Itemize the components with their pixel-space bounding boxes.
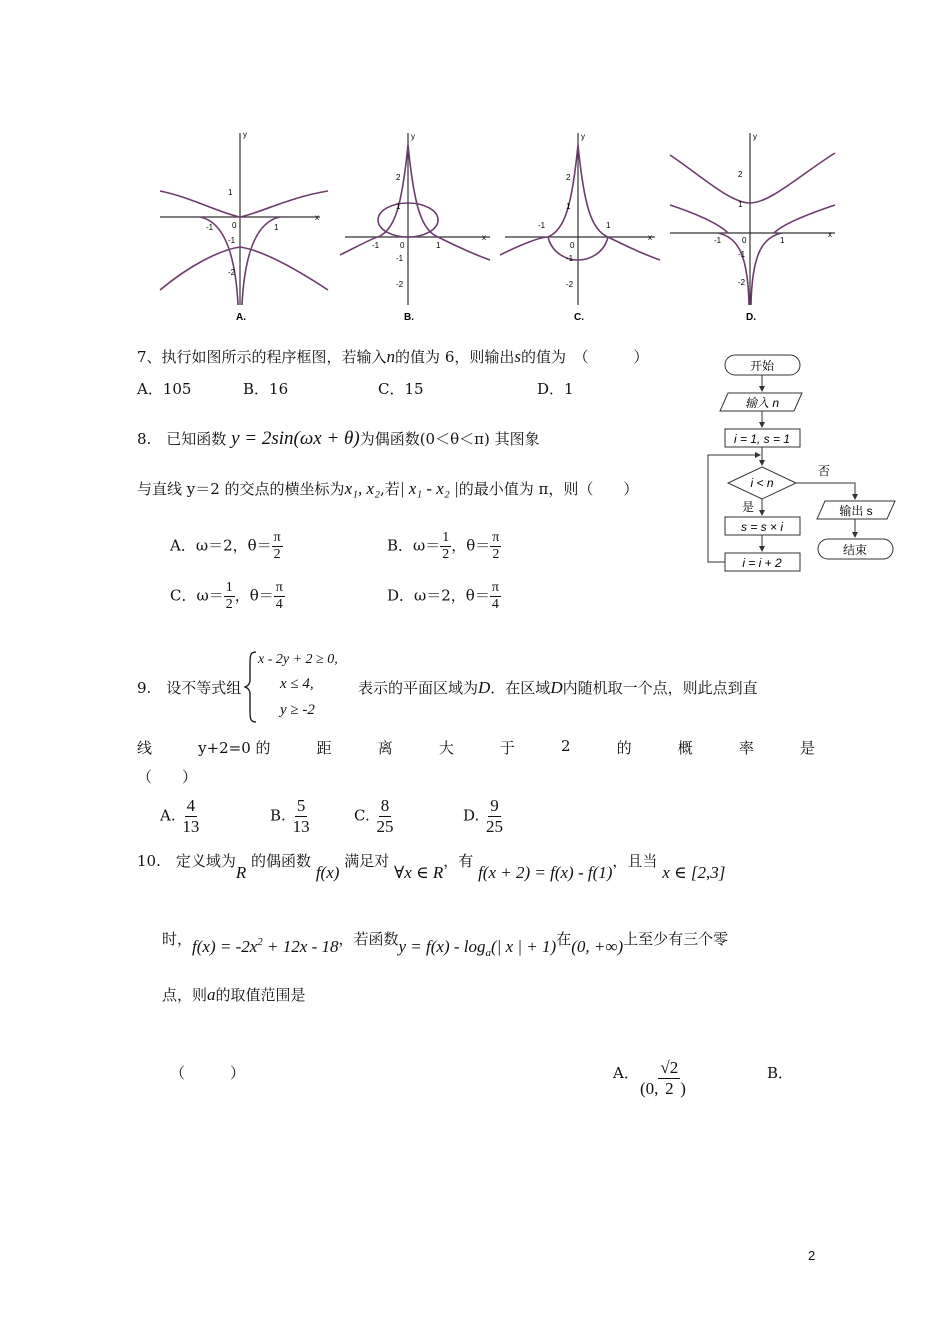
q10-paren: （ ） (170, 1064, 246, 1082)
flow-init: i = 1, s = 1 (733, 432, 791, 446)
answer-graphs (150, 125, 840, 330)
graph-b (340, 132, 490, 323)
flow-end: 结束 (842, 543, 868, 557)
tick-label: -1 (566, 254, 574, 263)
q7-option-b: B．16 (243, 380, 289, 398)
axis-label: y (753, 132, 757, 141)
flow-no-label: 否 (818, 464, 831, 478)
tick-label: -2 (228, 268, 236, 277)
q9-ineq2: x ≤ 4, (280, 676, 314, 692)
q9-line2: 线 y+2=0 的 距 离 大 于 2 的 概 率 是 (137, 737, 815, 757)
q9-label: 9. 设不等式组 (137, 679, 242, 697)
tick-label: -2 (566, 280, 574, 289)
page-number: 2 (808, 1248, 816, 1263)
q10-option-a: (0, $\frac{√2}{2}$ ) (640, 1058, 686, 1098)
tick-label: 1 (396, 202, 401, 211)
axis-label: y (243, 130, 247, 139)
tick-label: -1 (714, 236, 722, 245)
q8-option-b: B．ω＝ $\frac{1}{2}$ ，θ＝ $\frac{\pi}{2}$ (387, 530, 500, 562)
q9-option-d: D. $\frac{9}{25}$ (463, 796, 504, 836)
q9-ineq1: x - 2y + 2 ≥ 0, (258, 652, 338, 667)
q8-option-a: A．ω＝2，θ＝ $\frac{\pi}{2}$ (170, 530, 281, 562)
q9-paren: （ ） (137, 768, 198, 786)
flow-output: 输出 s (839, 504, 873, 518)
tick-label: -2 (738, 278, 746, 287)
axis-label: y (581, 132, 585, 141)
tick-label: 1 (228, 188, 233, 197)
q10-line2: 时，$f(x) = -2x^2 + 12x - 18$，若函数$y = f(x) - \log_a(|$ x | + 1)在(0, +∞)上至少有三个零 (162, 930, 729, 959)
tick-label: 1 (274, 223, 279, 232)
axis-label: x (648, 233, 652, 242)
axis-label: x (482, 233, 486, 242)
graph-d (670, 132, 835, 323)
q9-option-a: A. $\frac{4}{13}$ (160, 796, 200, 836)
tick-label: -2 (396, 280, 404, 289)
flow-start: 开始 (749, 359, 775, 373)
q8-line1: 8. 已知函数 y = 2sin(ωx + θ)为偶函数(0＜θ＜π) 其图象 (137, 428, 540, 449)
q9-option-c: C. $\frac{8}{25}$ (354, 796, 394, 836)
tick-label: -1 (228, 236, 236, 245)
tick-label: -1 (738, 250, 746, 259)
graph-label: D. (746, 312, 756, 323)
tick-label: -1 (372, 241, 380, 250)
flow-increment: i = i + 2 (742, 556, 782, 570)
q8-line2: 与直线 y＝2 的交点的横坐标为x₁, x₂,若| x₁ - x₂ |的最小值为 π，则（ ） (137, 479, 639, 498)
tick-label: -1 (206, 223, 214, 232)
tick-label: 2 (396, 173, 401, 182)
tick-label: 2 (566, 173, 571, 182)
tick-label: 0 (570, 241, 575, 250)
axis-label: x (315, 213, 319, 222)
tick-label: 1 (606, 221, 611, 230)
q8-option-d: D．ω＝2，θ＝ $\frac{\pi}{4}$ (387, 580, 499, 612)
q9-option-b: B. $\frac{5}{13}$ (270, 796, 310, 836)
flow-condition: i < n (750, 476, 774, 490)
axis-label: y (411, 132, 415, 141)
q10-yfunc: $y = f(x) - \log_a(|$ x | + 1) (398, 937, 557, 959)
tick-label: 2 (738, 170, 743, 179)
graph-label: C. (574, 312, 584, 323)
tick-label: -1 (396, 254, 404, 263)
q10-fdef: $f(x) = -2x^2 + 12x - 18$ (192, 936, 339, 956)
graph-label: A. (236, 312, 246, 323)
q10-line1: 10. 定义域为R 的偶函数 f(x) 满足对 ∀x ∈ R，有 f(x + 2) = f(x) - f(1)，且当 x ∈ [2,3] (137, 852, 726, 882)
q10-line3: 点，则a的取值范围是 (162, 985, 306, 1004)
flow-body: s = s × i (740, 520, 784, 534)
q7-option-a: A．105 (137, 380, 192, 398)
flow-input: 输入 n (744, 396, 780, 410)
tick-label: 0 (742, 236, 747, 245)
q7-option-c: C．15 (378, 380, 424, 398)
graph-c (500, 132, 660, 323)
axis-label: x (828, 230, 832, 239)
tick-label: 0 (232, 221, 237, 230)
q8-option-c: C．ω＝ $\frac{1}{2}$ ，θ＝ $\frac{\pi}{4}$ (170, 580, 283, 612)
q7-stem: 7、执行如图所示的程序框图，若输入n的值为 6，则输出s的值为 （ ） (137, 347, 649, 366)
tick-label: -1 (538, 221, 546, 230)
q9-brace (244, 650, 258, 724)
graph-label: B. (404, 312, 414, 323)
tick-label: 0 (400, 241, 405, 250)
graph-a (160, 130, 328, 323)
q10-option-a-label: A． (613, 1064, 639, 1082)
q7-option-d: D．1 (537, 380, 574, 398)
q9-stem: 表示的平面区域为D．在区域D内随机取一个点，则此点到直 (358, 678, 758, 697)
tick-label: 1 (780, 236, 785, 245)
flowchart (700, 345, 910, 595)
tick-label: 1 (566, 202, 571, 211)
tick-label: 1 (436, 241, 441, 250)
q10-option-b-label: B． (767, 1064, 794, 1082)
flow-yes-label: 是 (742, 500, 755, 514)
q9-ineq3: y ≥ -2 (280, 702, 315, 718)
tick-label: 1 (738, 200, 743, 209)
